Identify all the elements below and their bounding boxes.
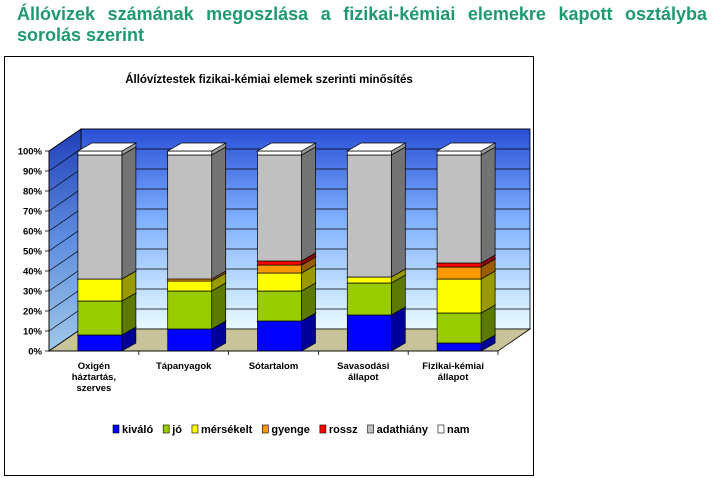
- y-tick-label: 90%: [22, 166, 42, 178]
- bar-mérsékelt[interactable]: [437, 279, 481, 313]
- bar-adathiány[interactable]: [437, 155, 481, 263]
- legend-swatch-gyenge: [262, 425, 268, 433]
- category-label: szerves: [76, 383, 112, 394]
- bar-adathiány[interactable]: [168, 155, 212, 279]
- y-tick-label: 10%: [22, 326, 42, 338]
- legend-swatch-mérsékelt: [192, 425, 198, 433]
- bar-segment-adathiány-4[interactable]: [347, 147, 405, 277]
- bar-gyenge[interactable]: [258, 265, 302, 273]
- category-label: Oxigén: [77, 361, 111, 372]
- chart-title: Állóvíztestek fizikai-kémiai elemek szerinti minősítés: [125, 74, 413, 86]
- category-label: állapot: [437, 372, 469, 383]
- bar-kiváló[interactable]: [258, 321, 302, 351]
- y-tick-label: 0%: [28, 346, 42, 358]
- y-tick-label: 60%: [22, 226, 42, 238]
- page-title: Állóvizek számának megoszlása a fizikai-kémiai elemekre kapott osztályba sorolás szerint: [17, 4, 707, 45]
- legend-swatch-nam: [438, 425, 444, 433]
- y-tick-label: 30%: [22, 286, 42, 298]
- bar-mérsékelt[interactable]: [258, 273, 302, 291]
- bar-kiváló[interactable]: [168, 329, 212, 351]
- bar-side-adathiány[interactable]: [481, 147, 495, 263]
- bar-jó[interactable]: [78, 301, 122, 335]
- bar-nam[interactable]: [258, 151, 302, 155]
- y-tick-label: 20%: [22, 306, 42, 318]
- legend-label-jó: jó: [172, 424, 182, 436]
- bar-segment-adathiány-1[interactable]: [78, 147, 136, 279]
- bar-kiváló[interactable]: [347, 315, 391, 351]
- bar-side-adathiány[interactable]: [122, 147, 136, 279]
- legend-label-adathiány: adathiány: [376, 424, 428, 436]
- category-label: Fizikai-kémiai: [422, 361, 484, 372]
- category-label: Sótartalom: [248, 361, 299, 372]
- bar-side-adathiány[interactable]: [302, 147, 316, 261]
- bar-kiváló[interactable]: [437, 343, 481, 351]
- category-label: háztartás,: [71, 372, 117, 383]
- legend-swatch-rossz: [320, 425, 326, 433]
- category-label: állapot: [347, 372, 379, 383]
- bar-jó[interactable]: [258, 291, 302, 321]
- category-label: Savasodási: [337, 361, 390, 372]
- legend-label-rossz: rossz: [328, 424, 358, 436]
- legend-swatch-adathiány: [368, 425, 374, 433]
- legend-swatch-kiváló: [113, 425, 119, 433]
- bar-mérsékelt[interactable]: [347, 277, 391, 283]
- y-tick-label: 80%: [22, 186, 42, 198]
- bar-segment-adathiány-5[interactable]: [437, 147, 495, 263]
- bar-side-adathiány[interactable]: [391, 147, 405, 277]
- bar-adathiány[interactable]: [78, 155, 122, 279]
- bar-rossz[interactable]: [258, 261, 302, 265]
- y-tick-label: 70%: [22, 206, 42, 218]
- bar-jó[interactable]: [168, 291, 212, 329]
- bar-jó[interactable]: [437, 313, 481, 343]
- legend-label-nam: nam: [446, 424, 470, 436]
- bar-gyenge[interactable]: [437, 267, 481, 279]
- bar-nam[interactable]: [168, 151, 212, 155]
- category-label: Tápanyagok: [155, 361, 212, 372]
- bar-mérsékelt[interactable]: [168, 281, 212, 291]
- bar-nam[interactable]: [437, 151, 481, 155]
- y-tick-label: 100%: [17, 146, 42, 158]
- legend-label-mérsékelt: mérsékelt: [200, 424, 253, 436]
- stacked-bar-chart: [5, 57, 533, 475]
- bar-segment-adathiány-2[interactable]: [168, 147, 226, 279]
- bar-nam[interactable]: [78, 151, 122, 155]
- bar-segment-adathiány-3[interactable]: [258, 147, 316, 261]
- bar-mérsékelt[interactable]: [78, 279, 122, 301]
- legend-label-gyenge: gyenge: [271, 424, 310, 436]
- bar-adathiány[interactable]: [347, 155, 391, 277]
- bar-side-adathiány[interactable]: [212, 147, 226, 279]
- bar-adathiány[interactable]: [258, 155, 302, 261]
- bar-jó[interactable]: [347, 283, 391, 315]
- y-tick-label: 50%: [22, 246, 42, 258]
- legend-label-kiváló: kiváló: [122, 424, 154, 436]
- bar-rossz[interactable]: [437, 263, 481, 267]
- y-tick-label: 40%: [22, 266, 42, 278]
- chart-frame: [4, 56, 534, 476]
- bar-nam[interactable]: [347, 151, 391, 155]
- legend-swatch-jó: [163, 425, 169, 433]
- bar-kiváló[interactable]: [78, 335, 122, 351]
